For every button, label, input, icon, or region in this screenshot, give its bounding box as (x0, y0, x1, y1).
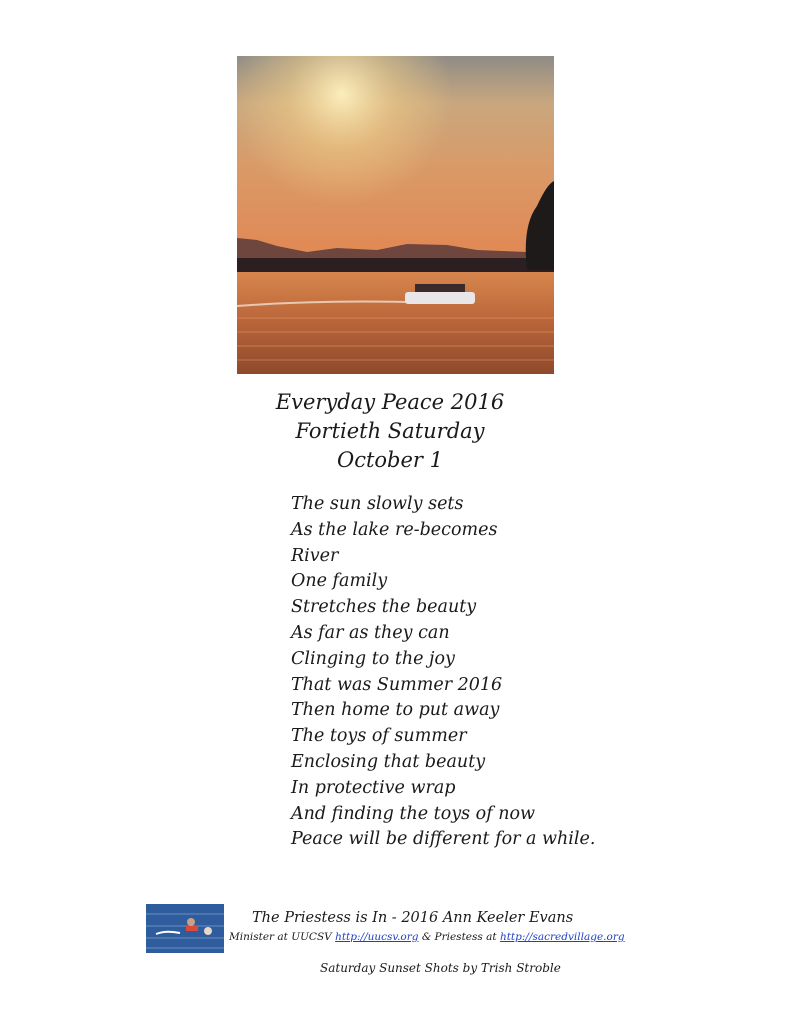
poem-line: Then home to put away (291, 700, 500, 721)
swimmers-thumbnail (146, 904, 224, 953)
poem-line: As the lake re-becomes (291, 519, 498, 540)
priestess-label: & Priestess at (421, 931, 497, 943)
heading-line-1: Everyday Peace 2016 (275, 390, 505, 414)
poem-line: River (291, 545, 339, 566)
photo-credit: Saturday Sunset Shots by Trish Stroble (320, 961, 561, 975)
poem-line: Peace will be different for a while. (291, 829, 596, 850)
uucsv-link[interactable]: http://uucsv.org (335, 931, 419, 943)
poem-line: One family (291, 571, 388, 592)
poem (291, 492, 711, 853)
poem-line: Clinging to the joy (291, 648, 455, 669)
poem-line: As far as they can (291, 622, 450, 643)
footer-title: The Priestess is In - 2016 Ann Keeler Evans (252, 910, 574, 926)
poem-line: That was Summer 2016 (291, 674, 503, 695)
poem-line: Enclosing that beauty (291, 751, 486, 772)
heading (190, 388, 590, 475)
footer-links (229, 931, 625, 943)
poem-line: The toys of summer (291, 726, 467, 747)
poem-line: The sun slowly sets (291, 494, 464, 514)
heading-line-2: Fortieth Saturday (295, 419, 485, 443)
poem-line: And finding the toys of now (291, 803, 536, 824)
sacredvillage-link[interactable]: http://sacredvillage.org (499, 931, 625, 943)
heading-line-3: October 1 (336, 448, 443, 472)
sunset-photo (237, 56, 554, 374)
poem-line: Stretches the beauty (291, 597, 477, 618)
minister-label: Minister at UUCSV (229, 931, 332, 943)
poem-line: In protective wrap (291, 777, 456, 798)
